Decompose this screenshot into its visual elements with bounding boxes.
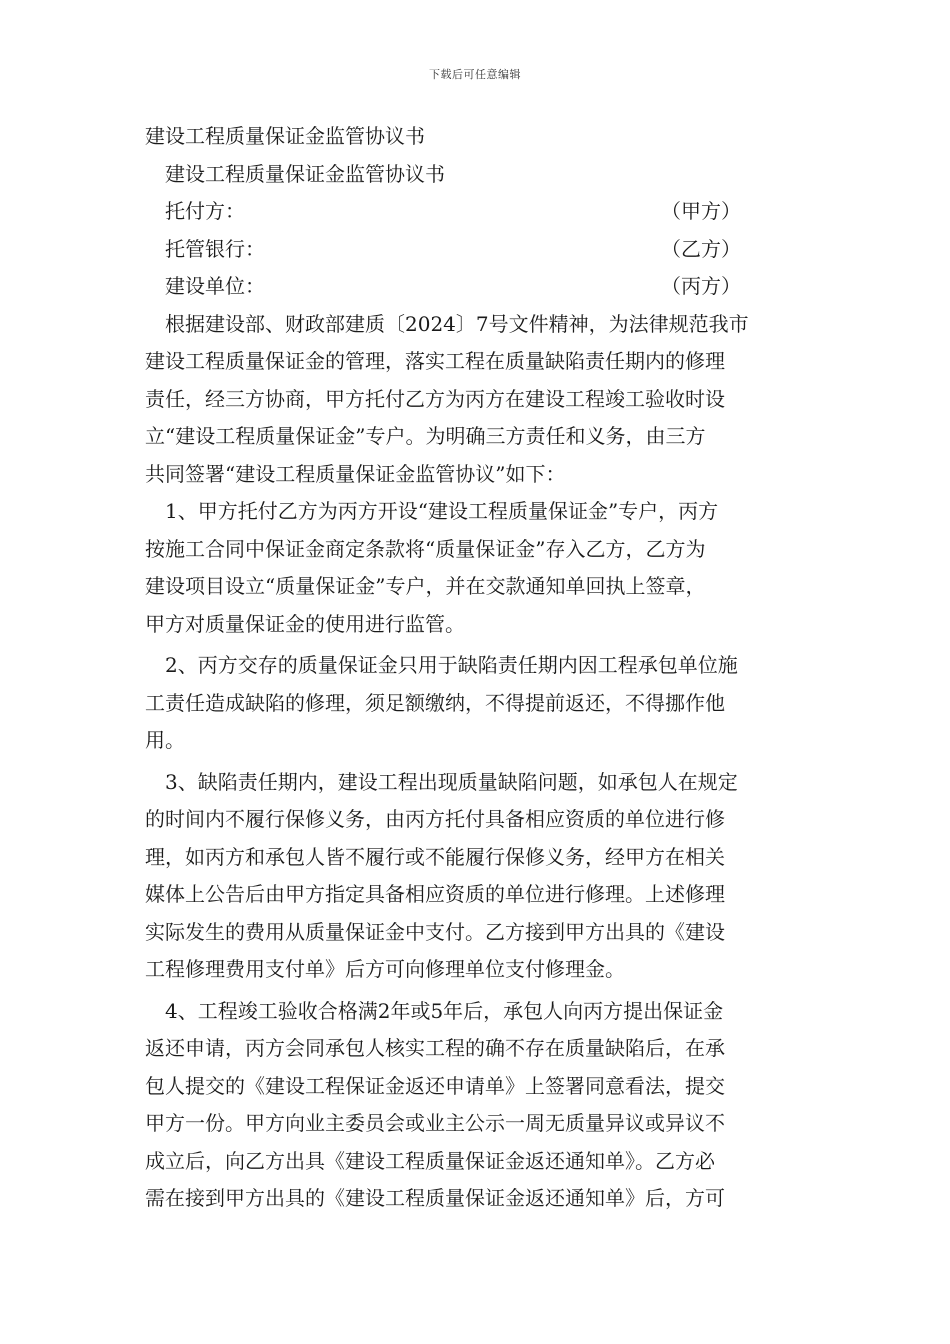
document-subtitle: 建设工程质量保证金监管协议书 xyxy=(165,161,445,186)
paragraph-line: 按施工合同中保证金商定条款将“质量保证金”存入乙方，乙方为 xyxy=(145,536,706,561)
header-note: 下载后可任意编辑 xyxy=(429,68,521,81)
paragraph-line: 根据建设部、财政部建质〔2024〕7号文件精神，为法律规范我市 xyxy=(165,311,749,336)
party-label: 托管银行： xyxy=(165,236,265,261)
paragraph-line: 3、缺陷责任期内，建设工程出现质量缺陷问题，如承包人在规定 xyxy=(165,769,738,794)
document-title: 建设工程质量保证金监管协议书 xyxy=(145,124,425,148)
paragraph-line: 理，如丙方和承包人皆不履行或不能履行保修义务，经甲方在相关 xyxy=(145,844,725,869)
paragraph-line: 4、工程竣工验收合格满2年或5年后，承包人向丙方提出保证金 xyxy=(165,998,724,1023)
paragraph-line: 用。 xyxy=(145,728,185,752)
clause-1 xyxy=(145,493,805,643)
document-body xyxy=(145,118,805,1218)
paragraph-line: 立“建设工程质量保证金”专户。为明确三方责任和义务，由三方 xyxy=(145,424,706,448)
paragraph-line: 返还申请，丙方会同承包人核实工程的确不存在质量缺陷后，在承 xyxy=(145,1036,725,1060)
paragraph-line: 需在接到甲方出具的《建设工程质量保证金返还通知单》后，方可 xyxy=(145,1186,725,1210)
paragraph-line: 甲方一份。甲方向业主委员会或业主公示一周无质量异议或异议不 xyxy=(145,1111,725,1135)
party-row-builder xyxy=(145,268,805,306)
party-role: （乙方） xyxy=(661,236,741,261)
clause-4 xyxy=(145,993,805,1218)
clause-3 xyxy=(145,764,805,989)
paragraph-line: 2、丙方交存的质量保证金只用于缺陷责任期内因工程承包单位施 xyxy=(165,653,738,677)
clause-2 xyxy=(145,647,805,760)
paragraph-line: 的时间内不履行保修义务，由丙方托付具备相应资质的单位进行修 xyxy=(145,807,725,831)
paragraph-line: 共同签署“建设工程质量保证金监管协议”如下： xyxy=(145,461,566,486)
paragraph-line: 建设工程质量保证金的管理，落实工程在质量缺陷责任期内的修理 xyxy=(145,349,725,373)
paragraph-line: 1、甲方托付乙方为丙方开设“建设工程质量保证金”专户，丙方 xyxy=(165,499,719,523)
party-role: （甲方） xyxy=(661,199,741,223)
paragraph-line: 工程修理费用支付单》后方可向修理单位支付修理金。 xyxy=(145,957,625,981)
paragraph-line: 建设项目设立“质量保证金”专户，并在交款通知单回执上签章， xyxy=(145,574,706,598)
paragraph-line: 甲方对质量保证金的使用进行监管。 xyxy=(145,611,465,636)
paragraph-line: 实际发生的费用从质量保证金中支付。乙方接到甲方出具的《建设 xyxy=(145,919,725,944)
party-label: 建设单位： xyxy=(165,274,265,298)
paragraph-line: 媒体上公告后由甲方指定具备相应资质的单位进行修理。上述修理 xyxy=(145,882,725,906)
party-row-bank xyxy=(145,231,805,269)
party-row-entrusting xyxy=(145,193,805,231)
paragraph-line: 包人提交的《建设工程保证金返还申请单》上签署同意看法，提交 xyxy=(145,1073,725,1098)
paragraph-line: 责任，经三方协商，甲方托付乙方为丙方在建设工程竣工验收时设 xyxy=(145,386,725,411)
intro-paragraph xyxy=(145,306,805,494)
paragraph-line: 工责任造成缺陷的修理，须足额缴纳，不得提前返还，不得挪作他 xyxy=(145,690,725,715)
party-role: （丙方） xyxy=(661,274,741,298)
party-label: 托付方： xyxy=(165,199,245,223)
paragraph-line: 成立后，向乙方出具《建设工程质量保证金返还通知单》。乙方必 xyxy=(145,1148,715,1173)
